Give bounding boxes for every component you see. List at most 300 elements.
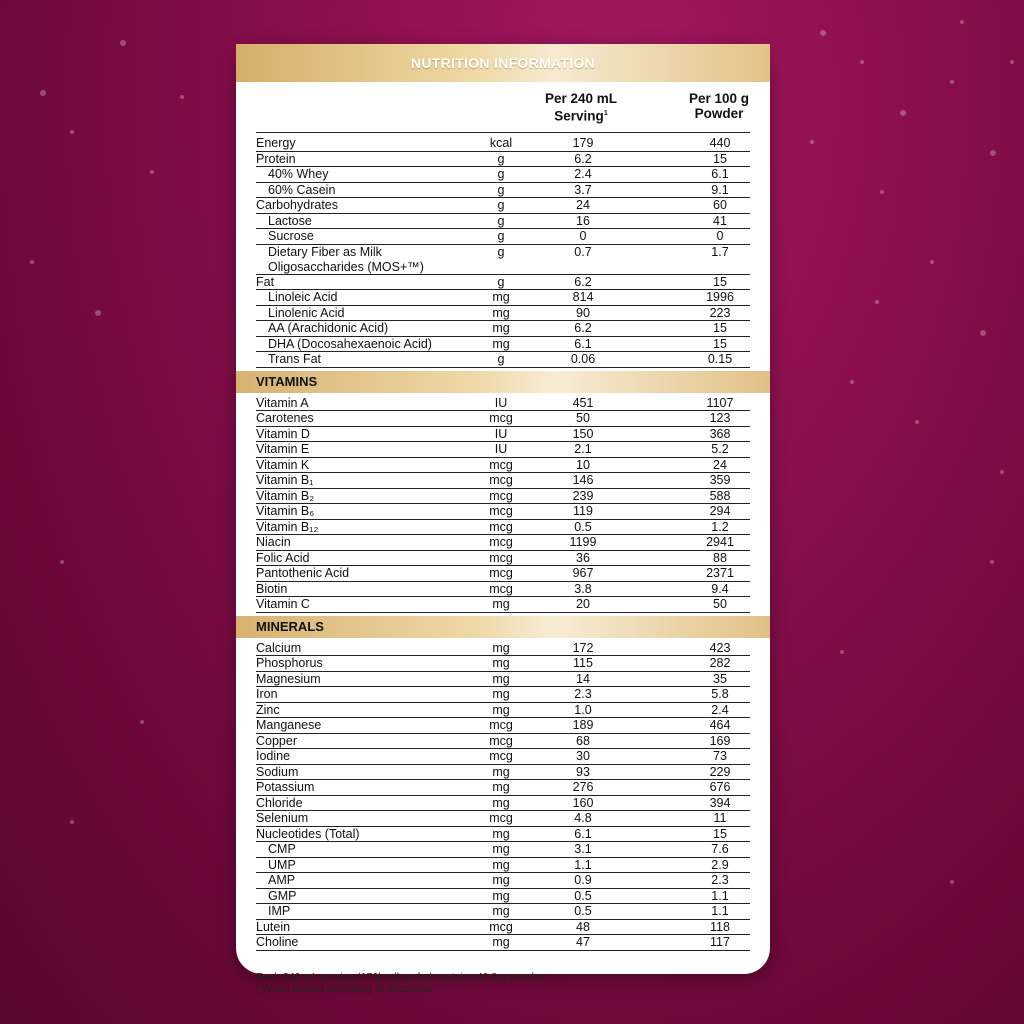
serving-value: 0.7 <box>574 244 592 259</box>
nutrient-name: Lutein <box>256 919 291 934</box>
sparkle-dot <box>95 310 101 316</box>
nutrient-label <box>256 152 296 167</box>
serving-value: 150 <box>572 426 594 441</box>
unit-cell: mcg <box>489 457 513 472</box>
unit-cell: mcg <box>489 519 513 534</box>
serving-value: 68 <box>576 733 590 748</box>
unit-cell: mg <box>492 873 510 887</box>
table-row <box>256 520 750 536</box>
nutrient-label <box>268 904 290 919</box>
powder-value: 15 <box>713 336 727 351</box>
nutrient-label <box>256 504 314 519</box>
sparkle-dot <box>980 330 986 336</box>
nutrient-name-continued: Oligosaccharides (MOS+™) <box>268 259 424 274</box>
table-row <box>256 904 750 920</box>
unit-cell: mg <box>492 764 510 779</box>
table-row <box>256 290 750 306</box>
unit-cell: mcg <box>489 550 513 565</box>
nutrient-label <box>256 687 278 702</box>
powder-value: 169 <box>709 733 731 748</box>
nutrient-label <box>256 796 303 811</box>
table-row <box>256 780 750 796</box>
nutrition-table <box>236 133 770 951</box>
nutrient-label <box>268 214 312 229</box>
table-row <box>256 152 750 168</box>
nutrient-name: Iodine <box>256 749 291 763</box>
nutrient-name: Linolenic Acid <box>268 305 345 320</box>
powder-value: 60 <box>713 198 727 212</box>
unit-cell: mg <box>492 656 510 670</box>
powder-value: 15 <box>713 274 727 289</box>
table-row <box>256 827 750 843</box>
nutrient-name: Lactose <box>268 213 312 228</box>
powder-value: 588 <box>709 488 731 503</box>
serving-value: 451 <box>572 395 594 410</box>
table-row <box>256 672 750 688</box>
powder-value: 423 <box>709 640 731 655</box>
nutrient-label <box>256 411 314 426</box>
table-row <box>256 811 750 827</box>
powder-value: 1.1 <box>711 904 729 918</box>
serving-header-line2: Serving <box>554 108 604 124</box>
serving-value: 3.1 <box>574 842 592 856</box>
sparkle-dot <box>180 95 184 99</box>
nutrient-name: Niacin <box>256 535 291 549</box>
nutrient-name: Folic Acid <box>256 550 310 565</box>
table-row <box>256 551 750 567</box>
unit-cell: mg <box>492 795 510 810</box>
table-row <box>256 920 750 936</box>
sparkle-dot <box>860 60 864 64</box>
serving-value: 160 <box>572 795 594 810</box>
nutrient-name: Vitamin B₁₂ <box>256 519 319 534</box>
footnote <box>256 971 750 995</box>
powder-value: 73 <box>713 749 727 763</box>
table-row <box>256 873 750 889</box>
unit-cell: mcg <box>489 488 513 503</box>
unit-cell: mg <box>492 904 510 918</box>
nutrient-label <box>256 703 280 718</box>
nutrient-label <box>268 245 424 275</box>
nutrient-name: IMP <box>268 904 291 918</box>
table-row <box>256 489 750 505</box>
table-row <box>256 183 750 199</box>
powder-value: 1996 <box>706 290 734 304</box>
serving-value: 6.1 <box>574 826 592 841</box>
table-row <box>256 275 750 291</box>
sparkle-dot <box>70 820 74 824</box>
unit-cell: mcg <box>489 581 513 596</box>
nutrient-name: UMP <box>268 857 296 872</box>
nutrient-name: Sodium <box>256 764 299 779</box>
serving-value: 6.2 <box>574 321 592 335</box>
table-row <box>256 167 750 183</box>
unit-cell: mg <box>492 826 510 841</box>
serving-value: 0 <box>579 229 587 243</box>
powder-value: 2371 <box>706 566 734 580</box>
sparkle-dot <box>30 260 34 264</box>
unit-cell: mcg <box>489 749 513 763</box>
table-row <box>256 641 750 657</box>
serving-value: 119 <box>573 504 593 518</box>
table-row <box>256 458 750 474</box>
nutrient-label <box>256 780 314 795</box>
nutrient-name: Carbohydrates <box>256 198 338 212</box>
serving-value: 0.5 <box>574 519 592 534</box>
unit-cell: mcg <box>489 411 513 425</box>
unit-cell: mg <box>492 597 510 611</box>
powder-value: 2941 <box>706 535 734 549</box>
table-row <box>256 535 750 551</box>
nutrient-label <box>256 734 297 749</box>
serving-value: 48 <box>576 919 590 934</box>
nutrient-name: Magnesium <box>256 671 321 686</box>
nutrient-name: Dietary Fiber as Milk <box>268 244 382 259</box>
serving-value: 14 <box>576 671 590 686</box>
table-row <box>256 703 750 719</box>
powder-value: 2.3 <box>711 873 729 887</box>
serving-value: 16 <box>576 213 590 228</box>
sparkle-dot <box>990 560 994 564</box>
nutrient-label <box>256 396 309 411</box>
unit-cell: mg <box>492 336 510 351</box>
table-row <box>256 337 750 353</box>
table-row <box>256 229 750 245</box>
serving-footnote-mark: 1 <box>603 110 608 117</box>
unit-cell: mg <box>492 671 510 686</box>
nutrient-name: Protein <box>256 151 296 166</box>
table-row <box>256 749 750 765</box>
powder-value: 229 <box>709 764 731 779</box>
powder-value: 2.4 <box>711 702 729 717</box>
nutrient-name: DHA (Docosahexaenoic Acid) <box>268 336 432 351</box>
powder-value: 9.4 <box>711 581 729 596</box>
powder-header-line2: Powder <box>694 106 744 121</box>
nutrient-label <box>256 672 321 687</box>
powder-value: 15 <box>713 826 727 841</box>
nutrient-label <box>268 873 295 888</box>
footnote-line2: ¹ When diluted according to directions <box>256 982 432 995</box>
unit-cell: g <box>497 182 505 197</box>
nutrient-label <box>256 641 301 656</box>
table-row <box>256 718 750 734</box>
sparkle-dot <box>60 560 64 564</box>
unit-cell: mcg <box>489 811 513 825</box>
unit-cell: g <box>497 167 505 181</box>
powder-column-header <box>664 91 774 121</box>
nutrient-label <box>268 290 338 305</box>
powder-value: 2.9 <box>711 857 729 872</box>
sparkle-dot <box>840 650 844 654</box>
table-row <box>256 321 750 337</box>
unit-cell: mcg <box>489 718 513 732</box>
serving-value: 146 <box>572 473 594 487</box>
unit-cell: g <box>497 244 505 259</box>
powder-value: 1.2 <box>711 519 729 534</box>
table-row <box>256 306 750 322</box>
unit-cell: g <box>497 151 505 166</box>
serving-value: 2.1 <box>574 442 592 456</box>
unit-cell: g <box>497 213 505 228</box>
nutrient-label <box>256 520 318 535</box>
powder-value: 5.2 <box>711 442 729 456</box>
table-row <box>256 889 750 905</box>
sparkle-dot <box>880 190 884 194</box>
nutrient-name: Pantothenic Acid <box>256 566 350 580</box>
table-row <box>256 597 750 613</box>
nutrient-name: Manganese <box>256 718 322 732</box>
powder-value: 50 <box>713 597 727 611</box>
serving-value: 276 <box>572 780 594 794</box>
powder-value: 368 <box>709 426 731 441</box>
unit-cell: kcal <box>489 136 513 150</box>
unit-cell: g <box>497 352 505 366</box>
nutrient-name: Copper <box>256 733 297 748</box>
nutrient-name: 40% Whey <box>268 167 329 181</box>
nutrient-label <box>256 811 308 826</box>
table-row <box>256 687 750 703</box>
unit-cell: mg <box>492 640 510 655</box>
unit-cell: mg <box>492 290 510 304</box>
table-row <box>256 858 750 874</box>
powder-value: 118 <box>710 919 730 934</box>
serving-value: 30 <box>576 749 590 763</box>
unit-cell: IU <box>494 395 508 410</box>
table-row <box>256 396 750 412</box>
table-row <box>256 734 750 750</box>
unit-cell: mg <box>492 321 510 335</box>
nutrient-name: AA (Arachidonic Acid) <box>268 321 389 335</box>
powder-value: 676 <box>709 780 731 794</box>
powder-value: 6.1 <box>711 167 729 181</box>
serving-value: 0.9 <box>574 873 592 887</box>
serving-value: 10 <box>576 457 590 472</box>
sparkle-dot <box>70 130 74 134</box>
nutrition-card <box>236 44 770 995</box>
unit-cell: mcg <box>489 504 513 518</box>
powder-value: 5.8 <box>711 687 729 701</box>
unit-cell: mcg <box>489 473 513 487</box>
nutrient-name: Vitamin B₆ <box>256 504 315 518</box>
nutrient-label <box>256 582 287 597</box>
serving-value: 0.5 <box>574 904 592 918</box>
section-header: MINERALS <box>236 616 770 638</box>
unit-cell: mg <box>492 305 510 320</box>
nutrient-name: Vitamin B₂ <box>256 488 315 503</box>
table-row <box>256 935 750 951</box>
sparkle-dot <box>950 880 954 884</box>
nutrient-label <box>268 167 328 182</box>
nutrient-label <box>256 718 321 733</box>
powder-value: 1.7 <box>711 244 729 259</box>
table-row <box>256 656 750 672</box>
unit-cell: g <box>497 274 505 289</box>
powder-value: 88 <box>713 550 727 565</box>
powder-value: 282 <box>709 656 731 670</box>
sparkle-dot <box>960 20 964 24</box>
powder-value: 0 <box>716 229 724 243</box>
nutrient-label <box>256 427 310 442</box>
nutrient-label <box>268 337 432 352</box>
column-headers <box>256 82 750 133</box>
table-row <box>256 442 750 458</box>
nutrient-label <box>268 889 296 904</box>
nutrient-label <box>256 935 298 950</box>
table-row <box>256 842 750 858</box>
serving-value: 179 <box>572 136 594 150</box>
powder-value: 15 <box>713 321 727 335</box>
table-row <box>256 504 750 520</box>
nutrient-name: Linoleic Acid <box>268 290 338 304</box>
nutrient-name: Zinc <box>256 702 280 717</box>
serving-value: 90 <box>576 305 590 320</box>
unit-cell: IU <box>494 426 508 441</box>
nutrient-label <box>268 321 388 336</box>
serving-value: 2.3 <box>574 687 592 701</box>
nutrient-label <box>256 920 290 935</box>
powder-value: 123 <box>709 411 731 425</box>
sparkle-dot <box>950 80 954 84</box>
nutrient-name: Vitamin K <box>256 457 310 472</box>
nutrient-name: Carotenes <box>256 411 314 425</box>
serving-column-header <box>526 91 636 124</box>
nutrient-label <box>256 442 309 457</box>
table-row <box>256 411 750 427</box>
table-row <box>256 198 750 214</box>
nutrient-name: Vitamin D <box>256 426 310 441</box>
powder-value: 24 <box>713 457 727 472</box>
nutrient-name: GMP <box>268 888 297 903</box>
nutrient-label <box>256 473 313 488</box>
nutrient-label <box>256 275 274 290</box>
sparkle-dot <box>40 90 46 96</box>
nutrient-label <box>256 749 290 764</box>
serving-value: 814 <box>572 290 594 304</box>
serving-value: 50 <box>576 411 590 425</box>
nutrient-label <box>256 136 296 151</box>
serving-value: 0.5 <box>574 888 592 903</box>
sparkle-dot <box>120 40 126 46</box>
nutrient-name: Energy <box>256 136 296 150</box>
unit-cell: mcg <box>489 733 513 748</box>
unit-cell: mcg <box>489 566 513 580</box>
nutrient-label <box>256 566 349 581</box>
unit-cell: mg <box>492 702 510 717</box>
unit-cell: g <box>497 229 505 243</box>
serving-value: 1199 <box>569 535 597 549</box>
sparkle-dot <box>900 110 906 116</box>
serving-value: 2.4 <box>574 167 592 181</box>
table-row <box>256 352 750 368</box>
nutrient-name: Biotin <box>256 581 288 596</box>
unit-cell: mg <box>492 842 510 856</box>
table-row <box>256 765 750 781</box>
nutrient-label <box>268 183 335 198</box>
serving-value: 1.1 <box>574 857 592 872</box>
table-row <box>256 214 750 230</box>
nutrient-label <box>268 306 344 321</box>
unit-cell: mg <box>492 687 510 701</box>
nutrient-label <box>268 352 321 367</box>
nutrient-label <box>256 458 309 473</box>
footnote-line1: Each 240 mL serving (179kcal) as fed contains 40.8 g powder. <box>256 970 546 983</box>
powder-value: 464 <box>709 718 731 732</box>
nutrient-label <box>256 551 310 566</box>
serving-header-line1: Per 240 mL <box>544 91 618 106</box>
powder-value: 223 <box>709 305 731 320</box>
nutrient-name: Iron <box>256 687 278 701</box>
sparkle-dot <box>1010 60 1014 64</box>
serving-value: 967 <box>572 566 594 580</box>
serving-value: 93 <box>576 764 590 779</box>
powder-value: 1.1 <box>711 888 729 903</box>
nutrient-name: CMP <box>268 842 296 856</box>
serving-value: 47 <box>576 935 590 949</box>
powder-value: 9.1 <box>711 182 729 197</box>
powder-value: 7.6 <box>711 842 729 856</box>
nutrient-label <box>256 765 298 780</box>
nutrient-name: Choline <box>256 935 299 949</box>
unit-cell: mg <box>492 935 510 949</box>
table-row <box>256 245 750 275</box>
nutrient-name: Fat <box>256 274 275 289</box>
powder-value: 15 <box>713 151 727 166</box>
title-banner <box>236 44 770 82</box>
unit-cell: mg <box>492 888 510 903</box>
serving-value: 239 <box>572 488 594 503</box>
serving-value: 6.2 <box>574 274 592 289</box>
serving-value: 3.8 <box>574 581 592 596</box>
sparkle-dot <box>820 30 826 36</box>
nutrient-name: Calcium <box>256 640 302 655</box>
serving-value: 6.2 <box>574 151 592 166</box>
serving-value: 3.7 <box>574 182 592 197</box>
table-row <box>256 582 750 598</box>
powder-value: 117 <box>710 935 730 949</box>
sparkle-dot <box>850 380 854 384</box>
nutrient-name: Selenium <box>256 811 309 825</box>
nutrient-name: Trans Fat <box>268 352 322 366</box>
powder-value: 294 <box>709 504 731 518</box>
powder-value: 359 <box>709 473 731 487</box>
sparkle-dot <box>150 170 154 174</box>
serving-value: 189 <box>572 718 594 732</box>
nutrient-label <box>268 229 314 244</box>
powder-value: 440 <box>709 136 731 150</box>
serving-value: 4.8 <box>574 811 592 825</box>
nutrient-label <box>268 842 296 857</box>
nutrient-label <box>256 656 323 671</box>
unit-cell: mg <box>492 857 510 872</box>
nutrient-name: Vitamin A <box>256 395 309 410</box>
serving-value: 172 <box>572 640 594 655</box>
powder-value: 0.15 <box>707 352 733 366</box>
serving-value: 6.1 <box>574 336 592 351</box>
nutrient-label <box>256 489 314 504</box>
sparkle-dot <box>875 300 879 304</box>
table-row <box>256 427 750 443</box>
unit-cell: mg <box>492 780 510 794</box>
powder-value: 394 <box>709 795 731 810</box>
sparkle-dot <box>990 150 996 156</box>
powder-value: 1107 <box>706 395 734 410</box>
serving-value: 0.06 <box>570 352 596 366</box>
card-title: NUTRITION INFORMATION <box>410 55 596 71</box>
nutrient-label <box>268 858 296 873</box>
nutrient-name: AMP <box>268 873 296 887</box>
table-row <box>256 136 750 152</box>
unit-cell: mcg <box>489 919 513 934</box>
